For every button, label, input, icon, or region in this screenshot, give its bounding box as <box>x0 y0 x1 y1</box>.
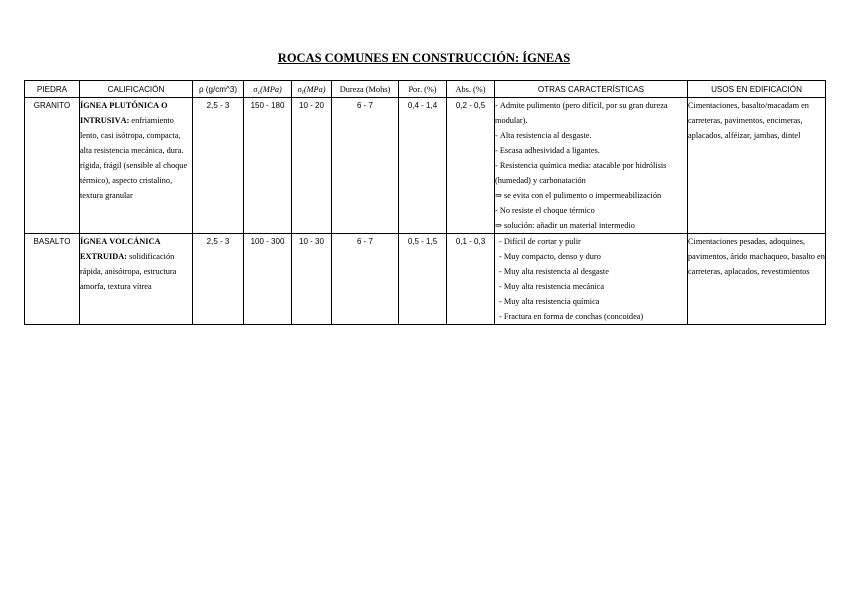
characteristic-item: - Difícil de cortar y pulir <box>499 237 581 246</box>
header-dureza: Dureza (Mohs) <box>332 81 399 98</box>
other-characteristics <box>495 234 688 325</box>
characteristic-item: - Muy compacto, denso y duro <box>499 252 601 261</box>
header-calificacion: CALIFICACIÓN <box>80 81 193 98</box>
characteristic-item: - Alta resistencia al desgaste. <box>495 131 592 140</box>
table-row-basalto <box>25 234 826 325</box>
characteristic-item: ⇒ solución: añadir un material intermedio <box>495 221 635 230</box>
absorption-value: 0,1 - 0,3 <box>447 234 495 325</box>
sigma-unit: (MPa) <box>303 85 326 94</box>
classification <box>80 234 193 325</box>
characteristic-item: - Escasa adhesividad a ligantes. <box>495 146 600 155</box>
header-porosidad: Por. (%) <box>399 81 447 98</box>
header-absorcion: Abs. (%) <box>447 81 495 98</box>
sigma-subscript: f <box>301 90 304 96</box>
header-row <box>25 81 826 98</box>
compressive-strength-value: 150 - 180 <box>244 98 292 234</box>
density-value: 2,5 - 3 <box>193 234 244 325</box>
header-otras-caracteristicas: OTRAS CARACTERÍSTICAS <box>495 81 688 98</box>
igneous-rocks-table <box>24 80 826 325</box>
characteristic-item: - Muy alta resistencia química <box>499 297 600 306</box>
classification-description: enfriamiento lento, casi isótropa, compacta, alta resistencia mecánica, dura. rígida, frágil (sensible al choque térmico), aspecto cristalino, textura granular <box>80 116 188 200</box>
header-usos-edificacion: USOS EN EDIFICACIÓN <box>688 81 826 98</box>
stone-name: GRANITO <box>25 98 80 234</box>
header-sigma-c <box>244 81 292 98</box>
classification <box>80 98 193 234</box>
hardness-value: 6 - 7 <box>332 98 399 234</box>
stone-name: BASALTO <box>25 234 80 325</box>
characteristic-item: - Muy alta resistencia mecánica <box>499 282 605 291</box>
characteristic-item: - Admite pulimento (pero difícil, por su gran dureza modular). <box>495 101 668 125</box>
table-row-granito <box>25 98 826 234</box>
sigma-symbol: σ <box>253 85 258 94</box>
sigma-unit: (MPa) <box>260 85 282 94</box>
characteristic-item: - Fractura en forma de conchas (concoidea) <box>499 312 644 321</box>
absorption-value: 0,2 - 0,5 <box>447 98 495 234</box>
characteristic-item: - Muy alta resistencia al desgaste <box>499 267 609 276</box>
sigma-subscript: c <box>257 90 261 96</box>
characteristic-item: - No resiste el choque térmico <box>495 206 595 215</box>
classification-description: solidificación rápida, anisótropa, estructura amorfa, textura vítrea <box>80 252 177 291</box>
hardness-value: 6 - 7 <box>332 234 399 325</box>
compressive-strength-value: 100 - 300 <box>244 234 292 325</box>
header-sigma-f <box>292 81 332 98</box>
characteristic-item: ⇒ se evita con el pulimento o impermeabilización <box>495 191 662 200</box>
building-uses: Cimentaciones, basalto/macadam en carreteras, pavimentos, encimeras, aplacados, alféizar, jambas, dintel <box>688 98 826 234</box>
building-uses: Cimentaciones pesadas, adoquines, pavimentos, árido machaqueo, basalto en carreteras, aplacados, revestimientos <box>688 234 826 325</box>
header-piedra: PIEDRA <box>25 81 80 98</box>
flexural-strength-value: 10 - 20 <box>292 98 332 234</box>
density-value: 2,5 - 3 <box>193 98 244 234</box>
other-characteristics <box>495 98 688 234</box>
header-densidad: ρ (g/cm^3) <box>193 81 244 98</box>
classification-type: ÍGNEA PLUTÓNICA O INTRUSIVA: <box>80 101 168 125</box>
sigma-symbol: σ <box>297 85 302 94</box>
document-title: ROCAS COMUNES EN CONSTRUCCIÓN: ÍGNEAS <box>277 51 571 65</box>
porosity-value: 0,5 - 1,5 <box>399 234 447 325</box>
porosity-value: 0,4 - 1,4 <box>399 98 447 234</box>
flexural-strength-value: 10 - 30 <box>292 234 332 325</box>
characteristic-item: - Resistencia química media: atacable por hidrólisis (humedad) y carbonatación <box>495 161 667 185</box>
classification-type: ÍGNEA VOLCÁNICA EXTRUIDA: <box>80 237 161 261</box>
